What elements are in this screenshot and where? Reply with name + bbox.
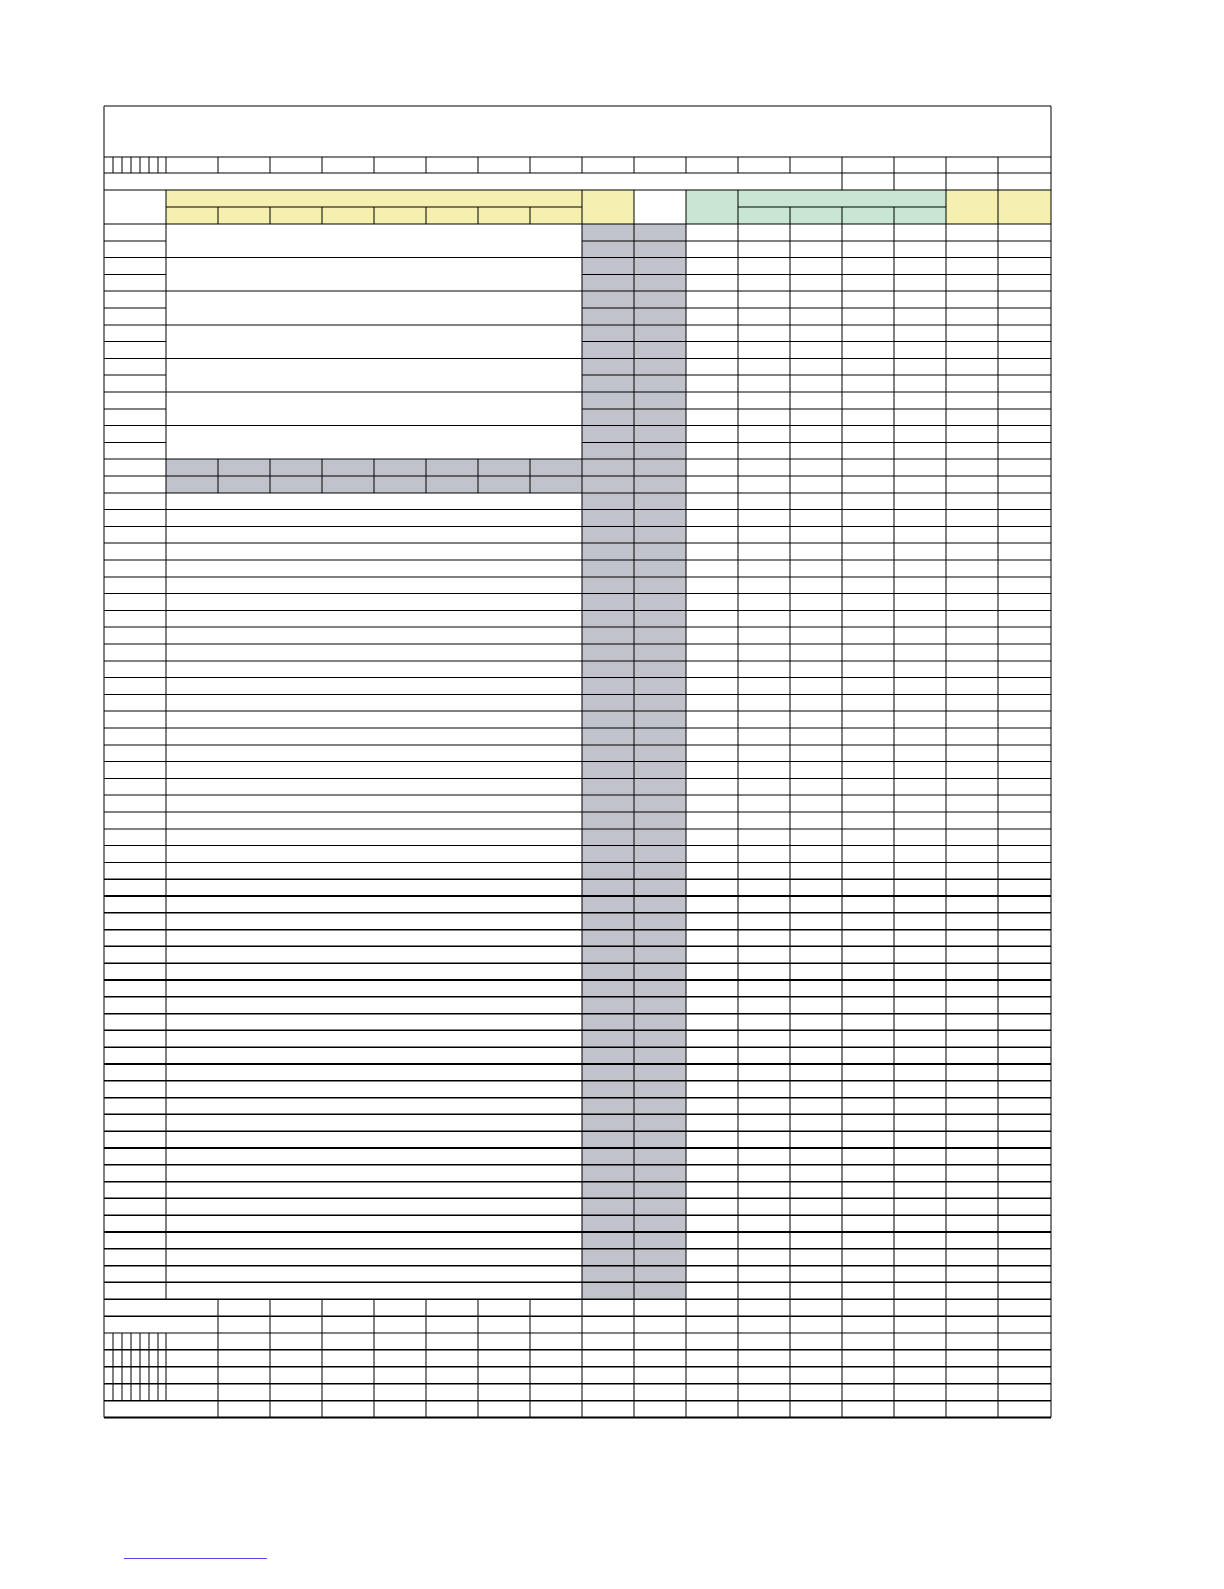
footer-link-underline[interactable] — [124, 1558, 267, 1559]
